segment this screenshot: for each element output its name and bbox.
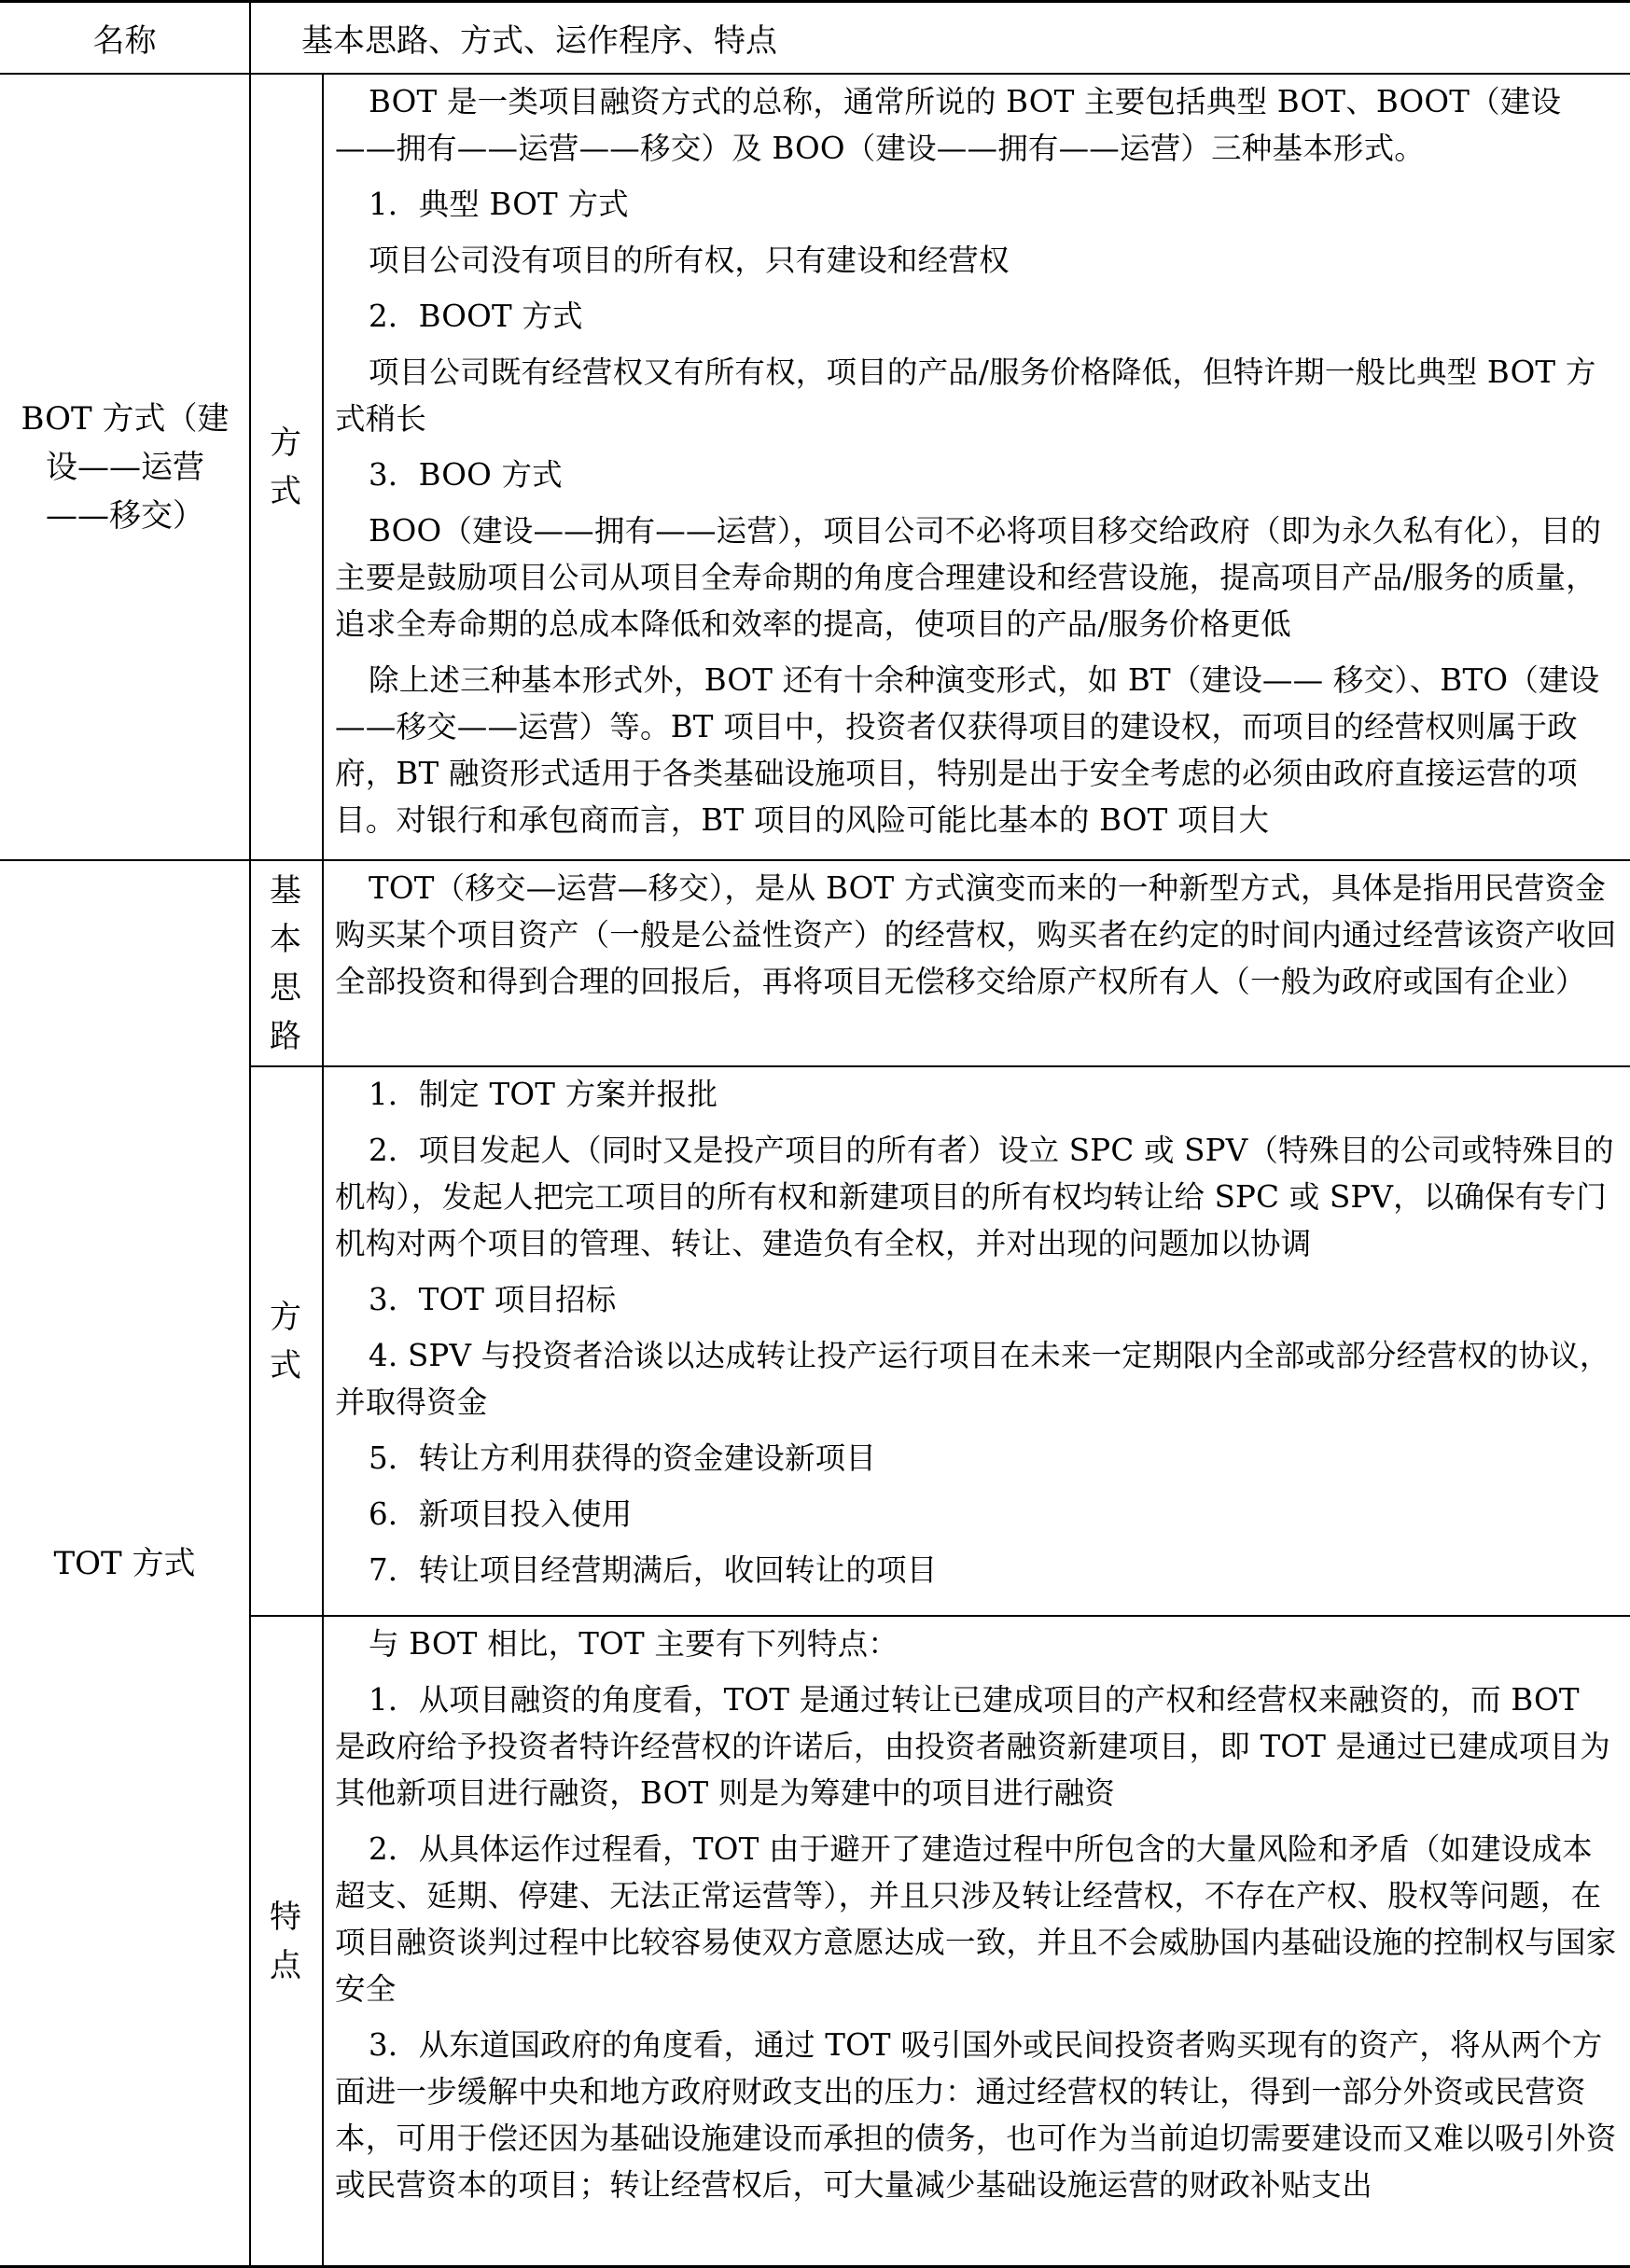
bot-paragraph: 项目公司没有项目的所有权，只有建设和经营权	[369, 243, 1010, 278]
tot-method-step: 2．项目发起人（同时又是投产项目的所有者）设立 SPC 或 SPV（特殊目的公司或特殊目的机构），发起人把完工项目的所有权和新建项目的所有权均转让给 SPC 或 SPV，以确保有专门机构对两个项目的管理、转让、建造负有全权，并对出现的问题加以协调	[335, 1133, 1614, 1261]
tot-basic-label: 基本思路	[270, 871, 301, 1055]
tot-name-cell	[0, 861, 249, 2265]
tot-method-step: 5．转让方利用获得的资金建设新项目	[369, 1440, 877, 1476]
tot-method-content-cell	[324, 1067, 1630, 1615]
tot-method-label-cell	[265, 1067, 306, 1615]
tot-name-label: TOT 方式	[53, 1544, 196, 1582]
tot-method-step: 1．制定 TOT 方案并报批	[369, 1077, 718, 1112]
tot-feature-content-cell	[324, 1617, 1630, 2265]
bot-name-cell	[17, 75, 233, 859]
bot-paragraph: 1．典型 BOT 方式	[369, 187, 629, 222]
tot-method-label: 方式	[270, 1298, 301, 1384]
bot-paragraph: BOO（建设——拥有——运营），项目公司不必将项目移交给政府（即为永久私有化），目的主要是鼓励项目公司从项目全寿命期的角度合理建设和经营设施，提高项目产品/服务的质量，追求全寿命期的总成本降低和效率的提高，使项目的产品/服务价格更低	[335, 513, 1602, 642]
tot-method-step: 4. SPV 与投资者洽谈以达成转让投产运行项目在未来一定期限内全部或部分经营权的协议，并取得资金	[335, 1338, 1610, 1420]
tot-basic-label-cell	[265, 861, 306, 1065]
bot-paragraph: 3．BOO 方式	[369, 457, 563, 493]
tot-feature-label: 特点	[270, 1898, 301, 1984]
header-name-cell	[0, 3, 249, 73]
bot-paragraph: 2．BOOT 方式	[369, 299, 583, 334]
bot-name-label: BOT 方式（建设——运营——移交）	[21, 399, 230, 535]
bot-sublabel-cell	[265, 75, 306, 859]
name-column-divider	[249, 0, 251, 2268]
header-name-label: 名称	[92, 22, 157, 60]
header-desc-label: 基本思路、方式、运作程序、特点	[301, 22, 777, 60]
tot-method-step: 6．新项目投入使用	[369, 1496, 633, 1532]
header-desc-cell	[251, 3, 1630, 73]
tot-method-step: 3．TOT 项目招标	[369, 1282, 617, 1317]
tot-basic-content-cell	[324, 861, 1630, 1065]
tot-method-step: 7．转让项目经营期满后，收回转让的项目	[369, 1552, 938, 1588]
tot-feature-paragraph: 3．从东道国政府的角度看，通过 TOT 吸引国外或民间投资者购买现有的资产，将从两个方面进一步缓解中央和地方政府财政支出的压力：通过经营权的转让，得到一部分外资或民营资本，可用于偿还因为基础设施建设而承担的债务，也可作为当前迫切需要建设而又难以吸引外资或民营资本的项目；转让经营权后，可大量减少基础设施运营的财政补贴支出	[335, 2027, 1617, 2203]
bot-paragraph: BOT 是一类项目融资方式的总称，通常所说的 BOT 主要包括典型 BOT、BOOT（建设——拥有——运营——移交）及 BOO（建设——拥有——运营）三种基本形式。	[335, 84, 1562, 166]
bot-paragraph: 除上述三种基本形式外，BOT 还有十余种演变形式，如 BT（建设—— 移交）、BTO（建设——移交——运营）等。BT 项目中，投资者仅获得项目的建设权，而项目的经营权则属于政府，BT 融资形式适用于各类基础设施项目，特别是出于安全考虑的必须由政府直接运营的项目。对银行和承包商而言，BT 项目的风险可能比基本的 BOT 项目大	[335, 662, 1600, 838]
tot-feature-paragraph: 1．从项目融资的角度看，TOT 是通过转让已建成项目的产权和经营权来融资的，而 BOT 是政府给予投资者特许经营权的许诺后，由投资者融资新建项目，即 TOT 是通过已建成项目为其他新项目进行融资，BOT 则是为筹建中的项目进行融资	[335, 1682, 1610, 1811]
tot-feature-paragraph: 与 BOT 相比，TOT 主要有下列特点：	[369, 1626, 899, 1662]
bot-content-cell	[324, 75, 1630, 859]
tot-feature-label-cell	[265, 1617, 306, 2265]
bot-paragraph: 项目公司既有经营权又有所有权，项目的产品/服务价格降低，但特许期一般比典型 BOT 方式稍长	[335, 355, 1596, 437]
bot-sublabel: 方式	[270, 424, 301, 510]
tot-feature-paragraph: 2．从具体运作过程看，TOT 由于避开了建造过程中所包含的大量风险和矛盾（如建设成本超支、延期、停建、无法正常运营等），并且只涉及转让经营权，不存在产权、股权等问题，在项目融资谈判过程中比较容易使双方意愿达成一致，并且不会威胁国内基础设施的控制权与国家安全	[335, 1831, 1617, 2007]
tot-basic-paragraph: TOT（移交—运营—移交），是从 BOT 方式演变而来的一种新型方式，具体是指用民营资金购买某个项目资产（一般是公益性资产）的经营权，购买者在约定的时间内通过经营该资产收回全部投资和得到合理的回报后，再将项目无偿移交给原产权所有人（一般为政府或国有企业）	[335, 870, 1617, 999]
